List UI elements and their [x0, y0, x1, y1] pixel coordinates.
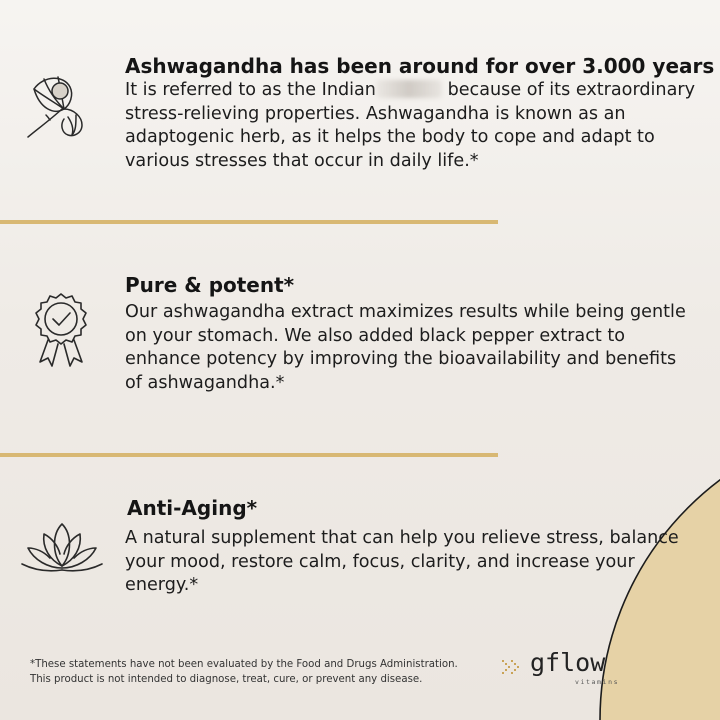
divider [0, 220, 498, 224]
fda-disclaimer [30, 657, 458, 687]
blurred-word [376, 80, 442, 98]
disclaimer-line: *These statements have not been evaluated by the Food and Drugs Administration. [30, 659, 458, 670]
brand-subtitle: vitamins [575, 678, 620, 686]
section-heading: Ashwagandha has been around for over 3.000 years [125, 54, 715, 78]
ashwagandha-plant-icon [20, 65, 100, 145]
chevrons-icon [500, 658, 526, 674]
section-body-text-start: It is referred to as the Indian [125, 80, 376, 100]
section-body: A natural supplement that can help you relieve stress, balance your mood, restore calm, focus, clarity, and increase your energy.* [125, 528, 679, 595]
section-heading: Pure & potent* [125, 273, 295, 297]
disclaimer-line: This product is not intended to diagnose, treat, cure, or prevent any disease. [30, 674, 423, 685]
section-body: Our ashwagandha extract maximizes results while being gentle on your stomach. We also added black pepper extract to enhance potency by improving the bioavailability and benefits of ashwagandha.* [125, 302, 686, 393]
section-heading: Anti-Aging* [127, 496, 258, 520]
divider [0, 453, 498, 457]
lotus-icon [20, 520, 104, 576]
award-ribbon-check-icon [28, 290, 94, 370]
section-body-text-end: because of its extraordinary stress-relieving properties. Ashwagandha is known as an adaptogenic herb, as it helps the body to cope and adapt to various stresses that occur in daily life.* [125, 80, 696, 171]
brand-name: gflow [530, 648, 606, 677]
section-body [125, 79, 695, 173]
